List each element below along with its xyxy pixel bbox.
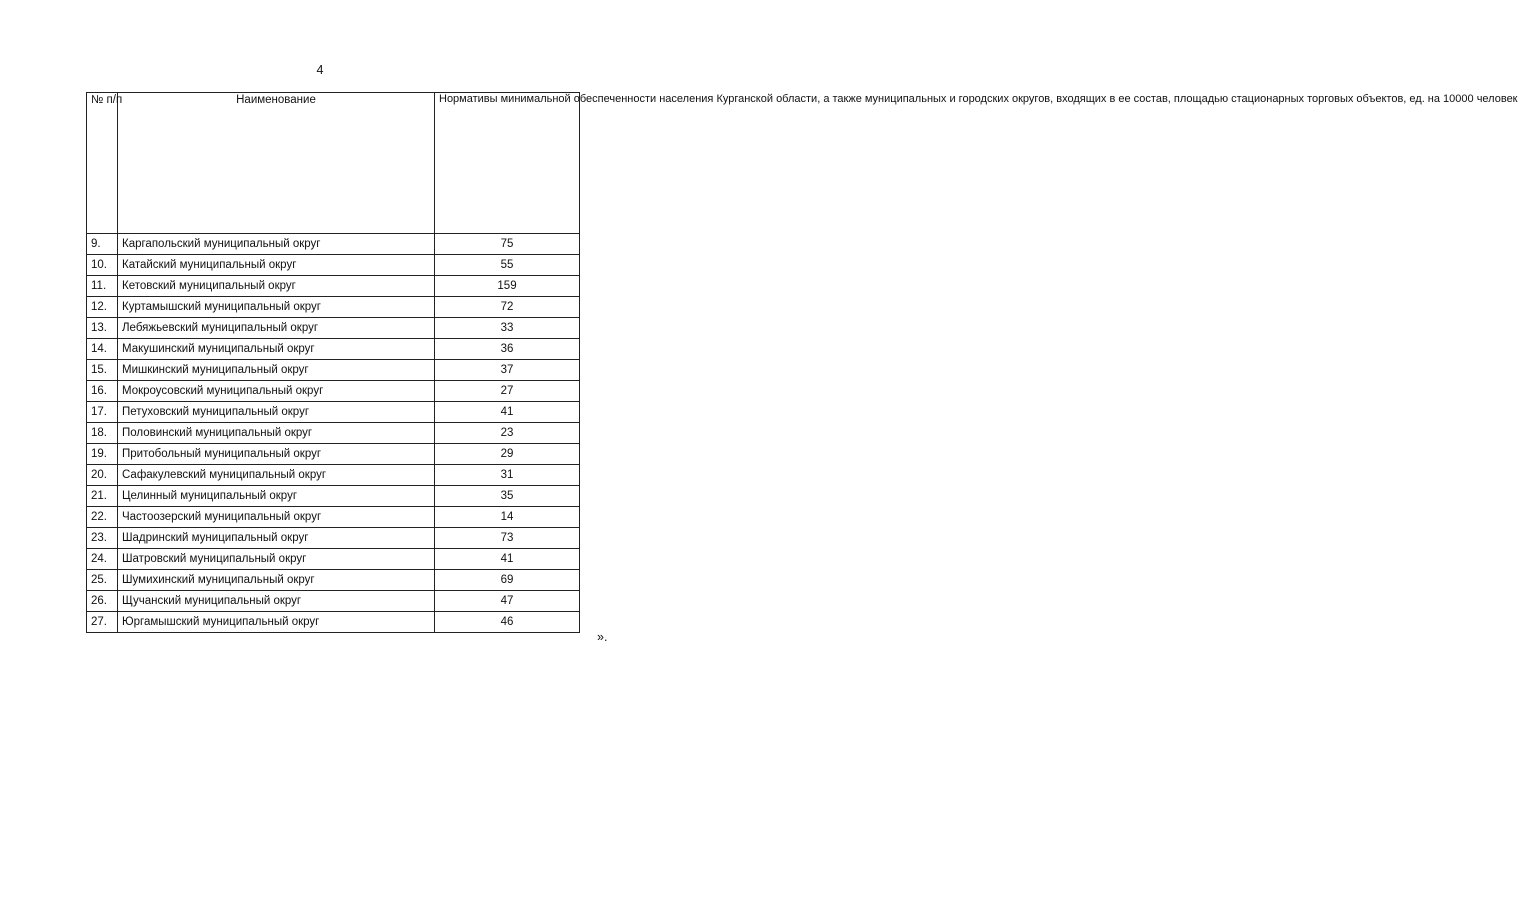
row-value: 55 xyxy=(435,255,580,276)
row-value: 29 xyxy=(435,444,580,465)
row-value: 36 xyxy=(435,339,580,360)
row-name: Шадринский муниципальный округ xyxy=(118,528,435,549)
table-row xyxy=(87,339,580,360)
row-name: Половинский муниципальный округ xyxy=(118,423,435,444)
row-name: Мишкинский муниципальный округ xyxy=(118,360,435,381)
row-number: 24. xyxy=(87,549,118,570)
row-value: 27 xyxy=(435,381,580,402)
table-row xyxy=(87,360,580,381)
table-row xyxy=(87,297,580,318)
table-row xyxy=(87,255,580,276)
closing-quote-mark: ». xyxy=(597,630,608,644)
row-value: 14 xyxy=(435,507,580,528)
table-row xyxy=(87,423,580,444)
row-number: 12. xyxy=(87,297,118,318)
row-number: 21. xyxy=(87,486,118,507)
row-number: 11. xyxy=(87,276,118,297)
table-row xyxy=(87,444,580,465)
row-name: Куртамышский муниципальный округ xyxy=(118,297,435,318)
row-name: Щучанский муниципальный округ xyxy=(118,591,435,612)
row-value: 73 xyxy=(435,528,580,549)
table-body xyxy=(87,234,580,633)
row-name: Сафакулевский муниципальный округ xyxy=(118,465,435,486)
row-number: 20. xyxy=(87,465,118,486)
table-row xyxy=(87,381,580,402)
row-name: Макушинский муниципальный округ xyxy=(118,339,435,360)
row-name: Мокроусовский муниципальный округ xyxy=(118,381,435,402)
row-value: 47 xyxy=(435,591,580,612)
table-row xyxy=(87,465,580,486)
table-row xyxy=(87,528,580,549)
row-name: Целинный муниципальный округ xyxy=(118,486,435,507)
row-name: Притобольный муниципальный округ xyxy=(118,444,435,465)
row-value: 46 xyxy=(435,612,580,633)
table-row xyxy=(87,234,580,255)
row-name: Катайский муниципальный округ xyxy=(118,255,435,276)
row-value: 31 xyxy=(435,465,580,486)
table-row xyxy=(87,402,580,423)
norms-table xyxy=(86,92,1518,633)
row-number: 19. xyxy=(87,444,118,465)
row-name: Шатровский муниципальный округ xyxy=(118,549,435,570)
row-name: Кетовский муниципальный округ xyxy=(118,276,435,297)
row-name: Каргапольский муниципальный округ xyxy=(118,234,435,255)
row-name: Юргамышский муниципальный округ xyxy=(118,612,435,633)
table-row xyxy=(87,486,580,507)
header-name: Наименование xyxy=(118,93,435,234)
table-row xyxy=(87,318,580,339)
header-value: Нормативы минимальной обеспеченности населения Курганской области, а также муниципальных и городских округов, входящих в ее состав, площадью стационарных торговых объектов, ед. на 10000 человек xyxy=(435,93,580,234)
row-number: 27. xyxy=(87,612,118,633)
table-row xyxy=(87,612,580,633)
row-number: 22. xyxy=(87,507,118,528)
row-number: 26. xyxy=(87,591,118,612)
row-number: 15. xyxy=(87,360,118,381)
row-name: Петуховский муниципальный округ xyxy=(118,402,435,423)
row-value: 72 xyxy=(435,297,580,318)
row-value: 35 xyxy=(435,486,580,507)
row-value: 75 xyxy=(435,234,580,255)
row-value: 33 xyxy=(435,318,580,339)
row-number: 25. xyxy=(87,570,118,591)
row-name: Шумихинский муниципальный округ xyxy=(118,570,435,591)
row-value: 41 xyxy=(435,549,580,570)
row-number: 9. xyxy=(87,234,118,255)
row-value: 41 xyxy=(435,402,580,423)
row-number: 18. xyxy=(87,423,118,444)
row-number: 17. xyxy=(87,402,118,423)
table-row xyxy=(87,276,580,297)
row-number: 16. xyxy=(87,381,118,402)
table-row xyxy=(87,507,580,528)
row-number: 14. xyxy=(87,339,118,360)
row-name: Частоозерский муниципальный округ xyxy=(118,507,435,528)
table-row xyxy=(87,570,580,591)
page-number: 4 xyxy=(316,63,324,77)
table-header-row xyxy=(87,93,580,234)
row-name: Лебяжьевский муниципальный округ xyxy=(118,318,435,339)
row-value: 159 xyxy=(435,276,580,297)
row-value: 37 xyxy=(435,360,580,381)
table-row xyxy=(87,591,580,612)
row-value: 23 xyxy=(435,423,580,444)
row-number: 10. xyxy=(87,255,118,276)
table-row xyxy=(87,549,580,570)
row-number: 23. xyxy=(87,528,118,549)
row-value: 69 xyxy=(435,570,580,591)
row-number: 13. xyxy=(87,318,118,339)
header-number: № п/п xyxy=(87,93,118,234)
